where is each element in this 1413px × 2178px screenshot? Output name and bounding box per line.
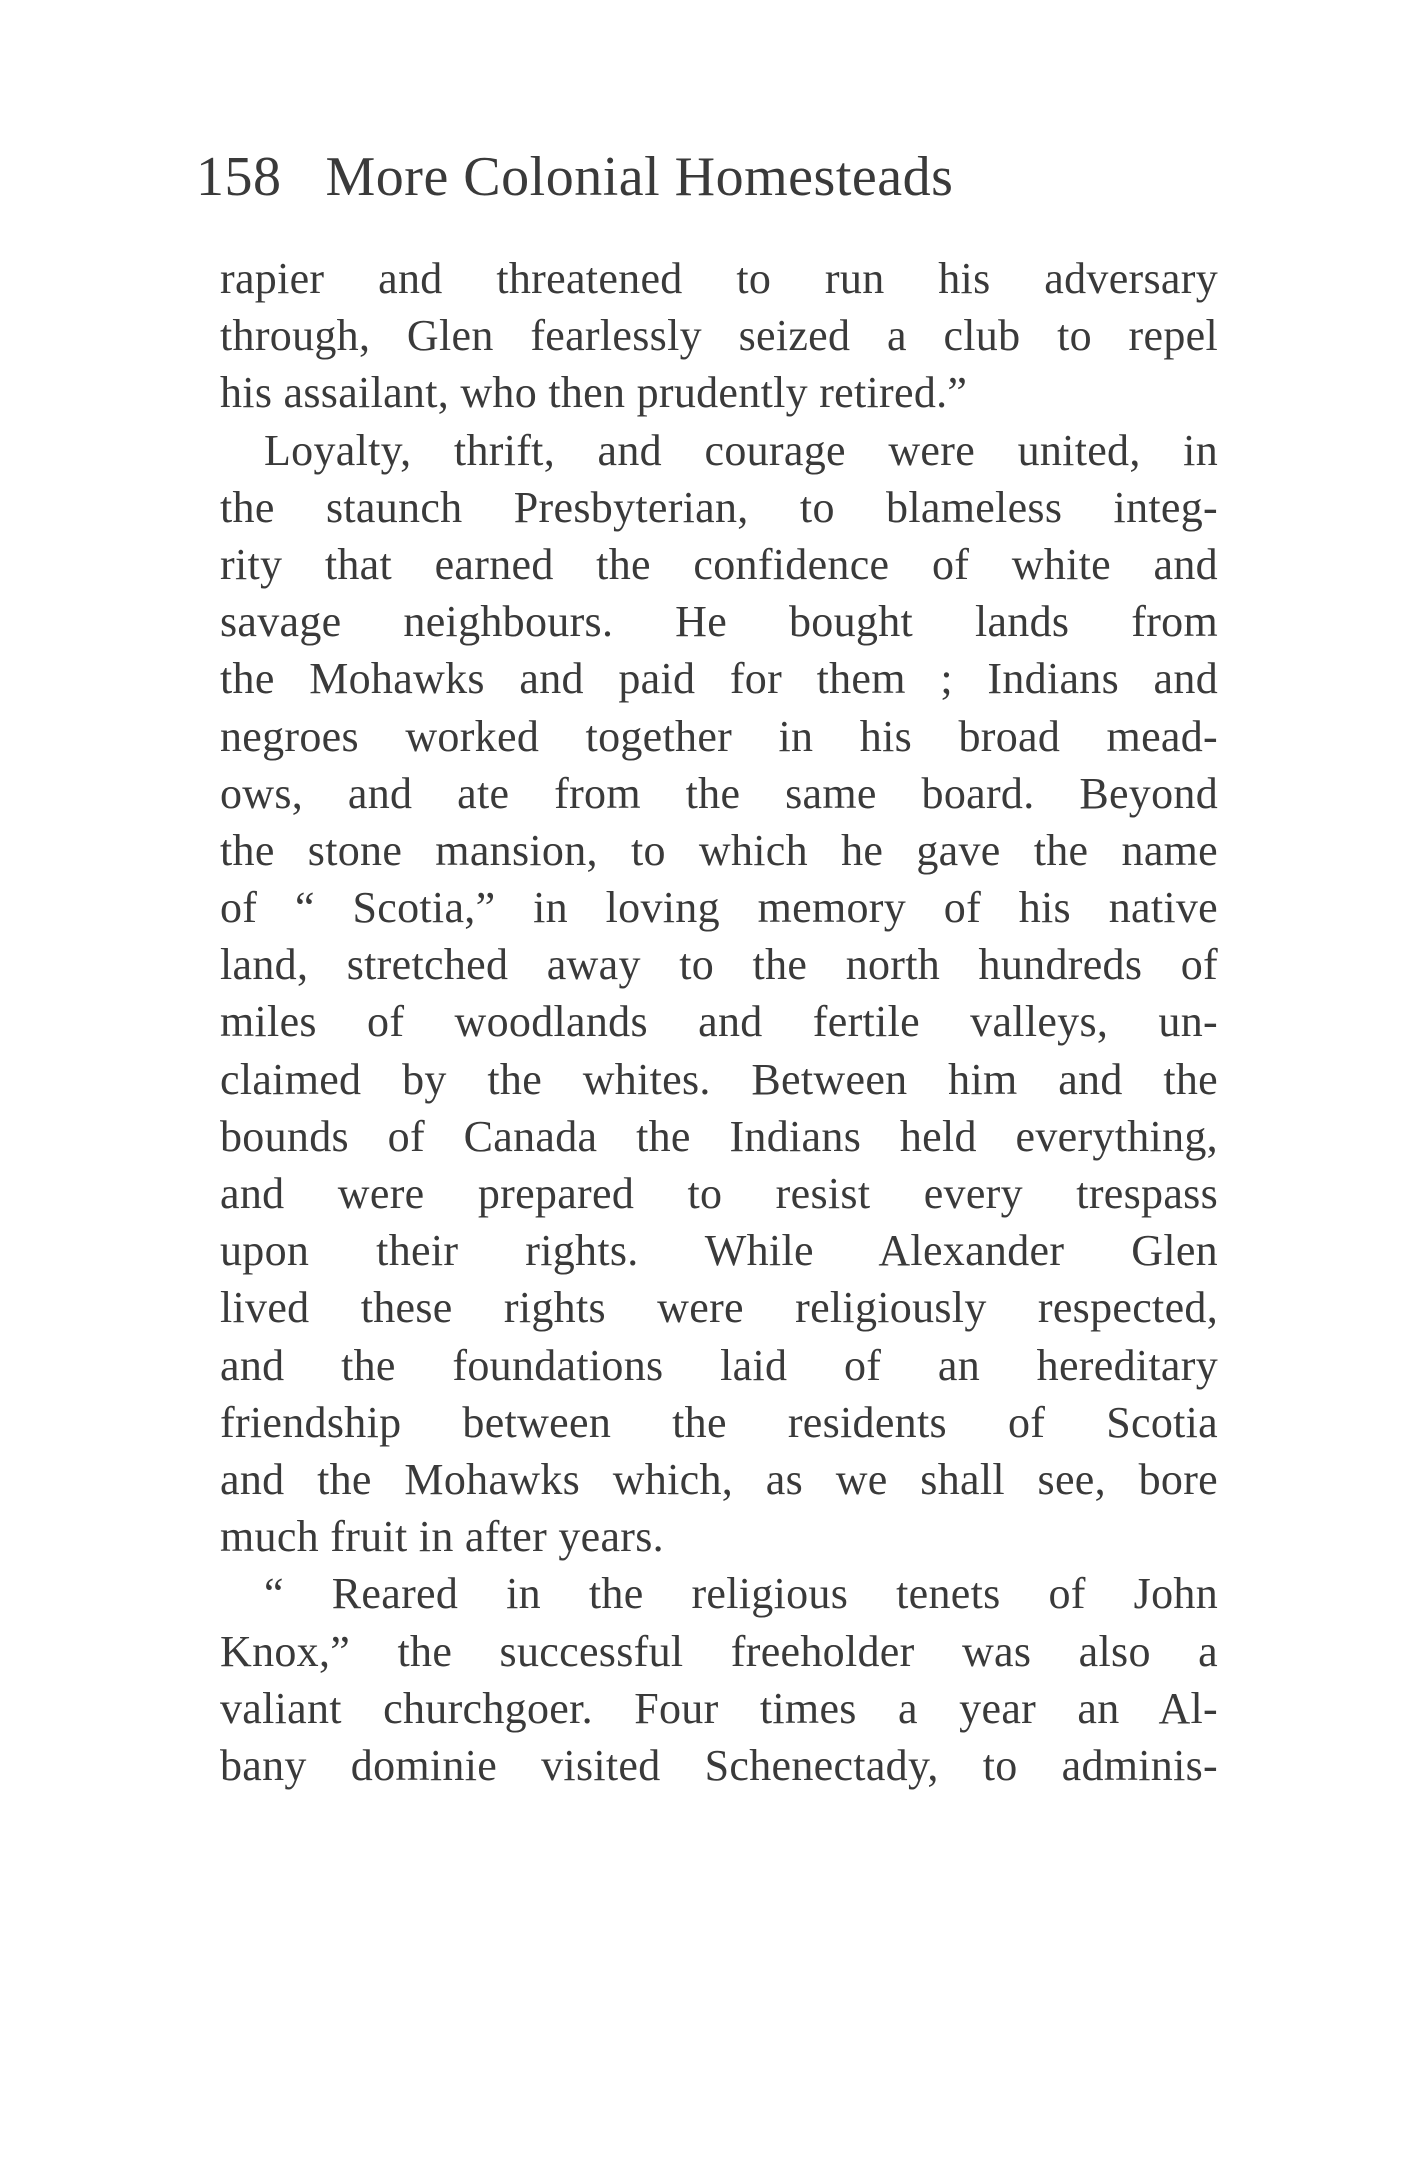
text-line: valiant churchgoer. Four times a year an Al-	[220, 1683, 1218, 1733]
text-line: miles of woodlands and fertile valleys, un-	[220, 997, 1218, 1047]
running-head	[196, 142, 1096, 212]
text-line: through, Glen fearlessly seized a club to repel	[220, 311, 1218, 361]
text-line: “ Reared in the religious tenets of John	[264, 1569, 1218, 1619]
text-line: friendship between the residents of Scotia	[220, 1397, 1218, 1447]
text-line: of “ Scotia,” in loving memory of his native	[220, 883, 1218, 933]
text-line: lived these rights were religiously respected,	[220, 1283, 1218, 1333]
text-line: much fruit in after years.	[220, 1512, 664, 1562]
text-line: ows, and ate from the same board. Beyond	[220, 768, 1218, 818]
text-line: claimed by the whites. Between him and the	[220, 1054, 1218, 1104]
page-number: 158	[196, 146, 282, 208]
text-line: bounds of Canada the Indians held everything,	[220, 1111, 1218, 1161]
text-line: land, stretched away to the north hundreds of	[220, 940, 1218, 990]
body-text	[220, 250, 1218, 1794]
text-line: Loyalty, thrift, and courage were united, in	[264, 425, 1218, 475]
text-line: the staunch Presbyterian, to blameless integ-	[220, 482, 1218, 532]
text-line: and the Mohawks which, as we shall see, bore	[220, 1454, 1218, 1504]
text-line: upon their rights. While Alexander Glen	[220, 1226, 1218, 1276]
text-line: rity that earned the confidence of white and	[220, 539, 1218, 589]
text-line: bany dominie visited Schenectady, to adminis-	[220, 1740, 1218, 1790]
text-line: his assailant, who then prudently retired.”	[220, 368, 968, 418]
running-title: More Colonial Homesteads	[325, 146, 954, 208]
text-line: negroes worked together in his broad mead-	[220, 711, 1218, 761]
text-line: savage neighbours. He bought lands from	[220, 597, 1218, 647]
text-line: rapier and threatened to run his adversary	[220, 254, 1218, 303]
text-line: and were prepared to resist every trespass	[220, 1169, 1218, 1218]
text-line: the Mohawks and paid for them ; Indians and	[220, 654, 1218, 704]
text-line: and the foundations laid of an hereditary	[220, 1340, 1218, 1390]
text-line: the stone mansion, to which he gave the name	[220, 825, 1218, 875]
text-line: Knox,” the successful freeholder was also a	[220, 1626, 1218, 1676]
